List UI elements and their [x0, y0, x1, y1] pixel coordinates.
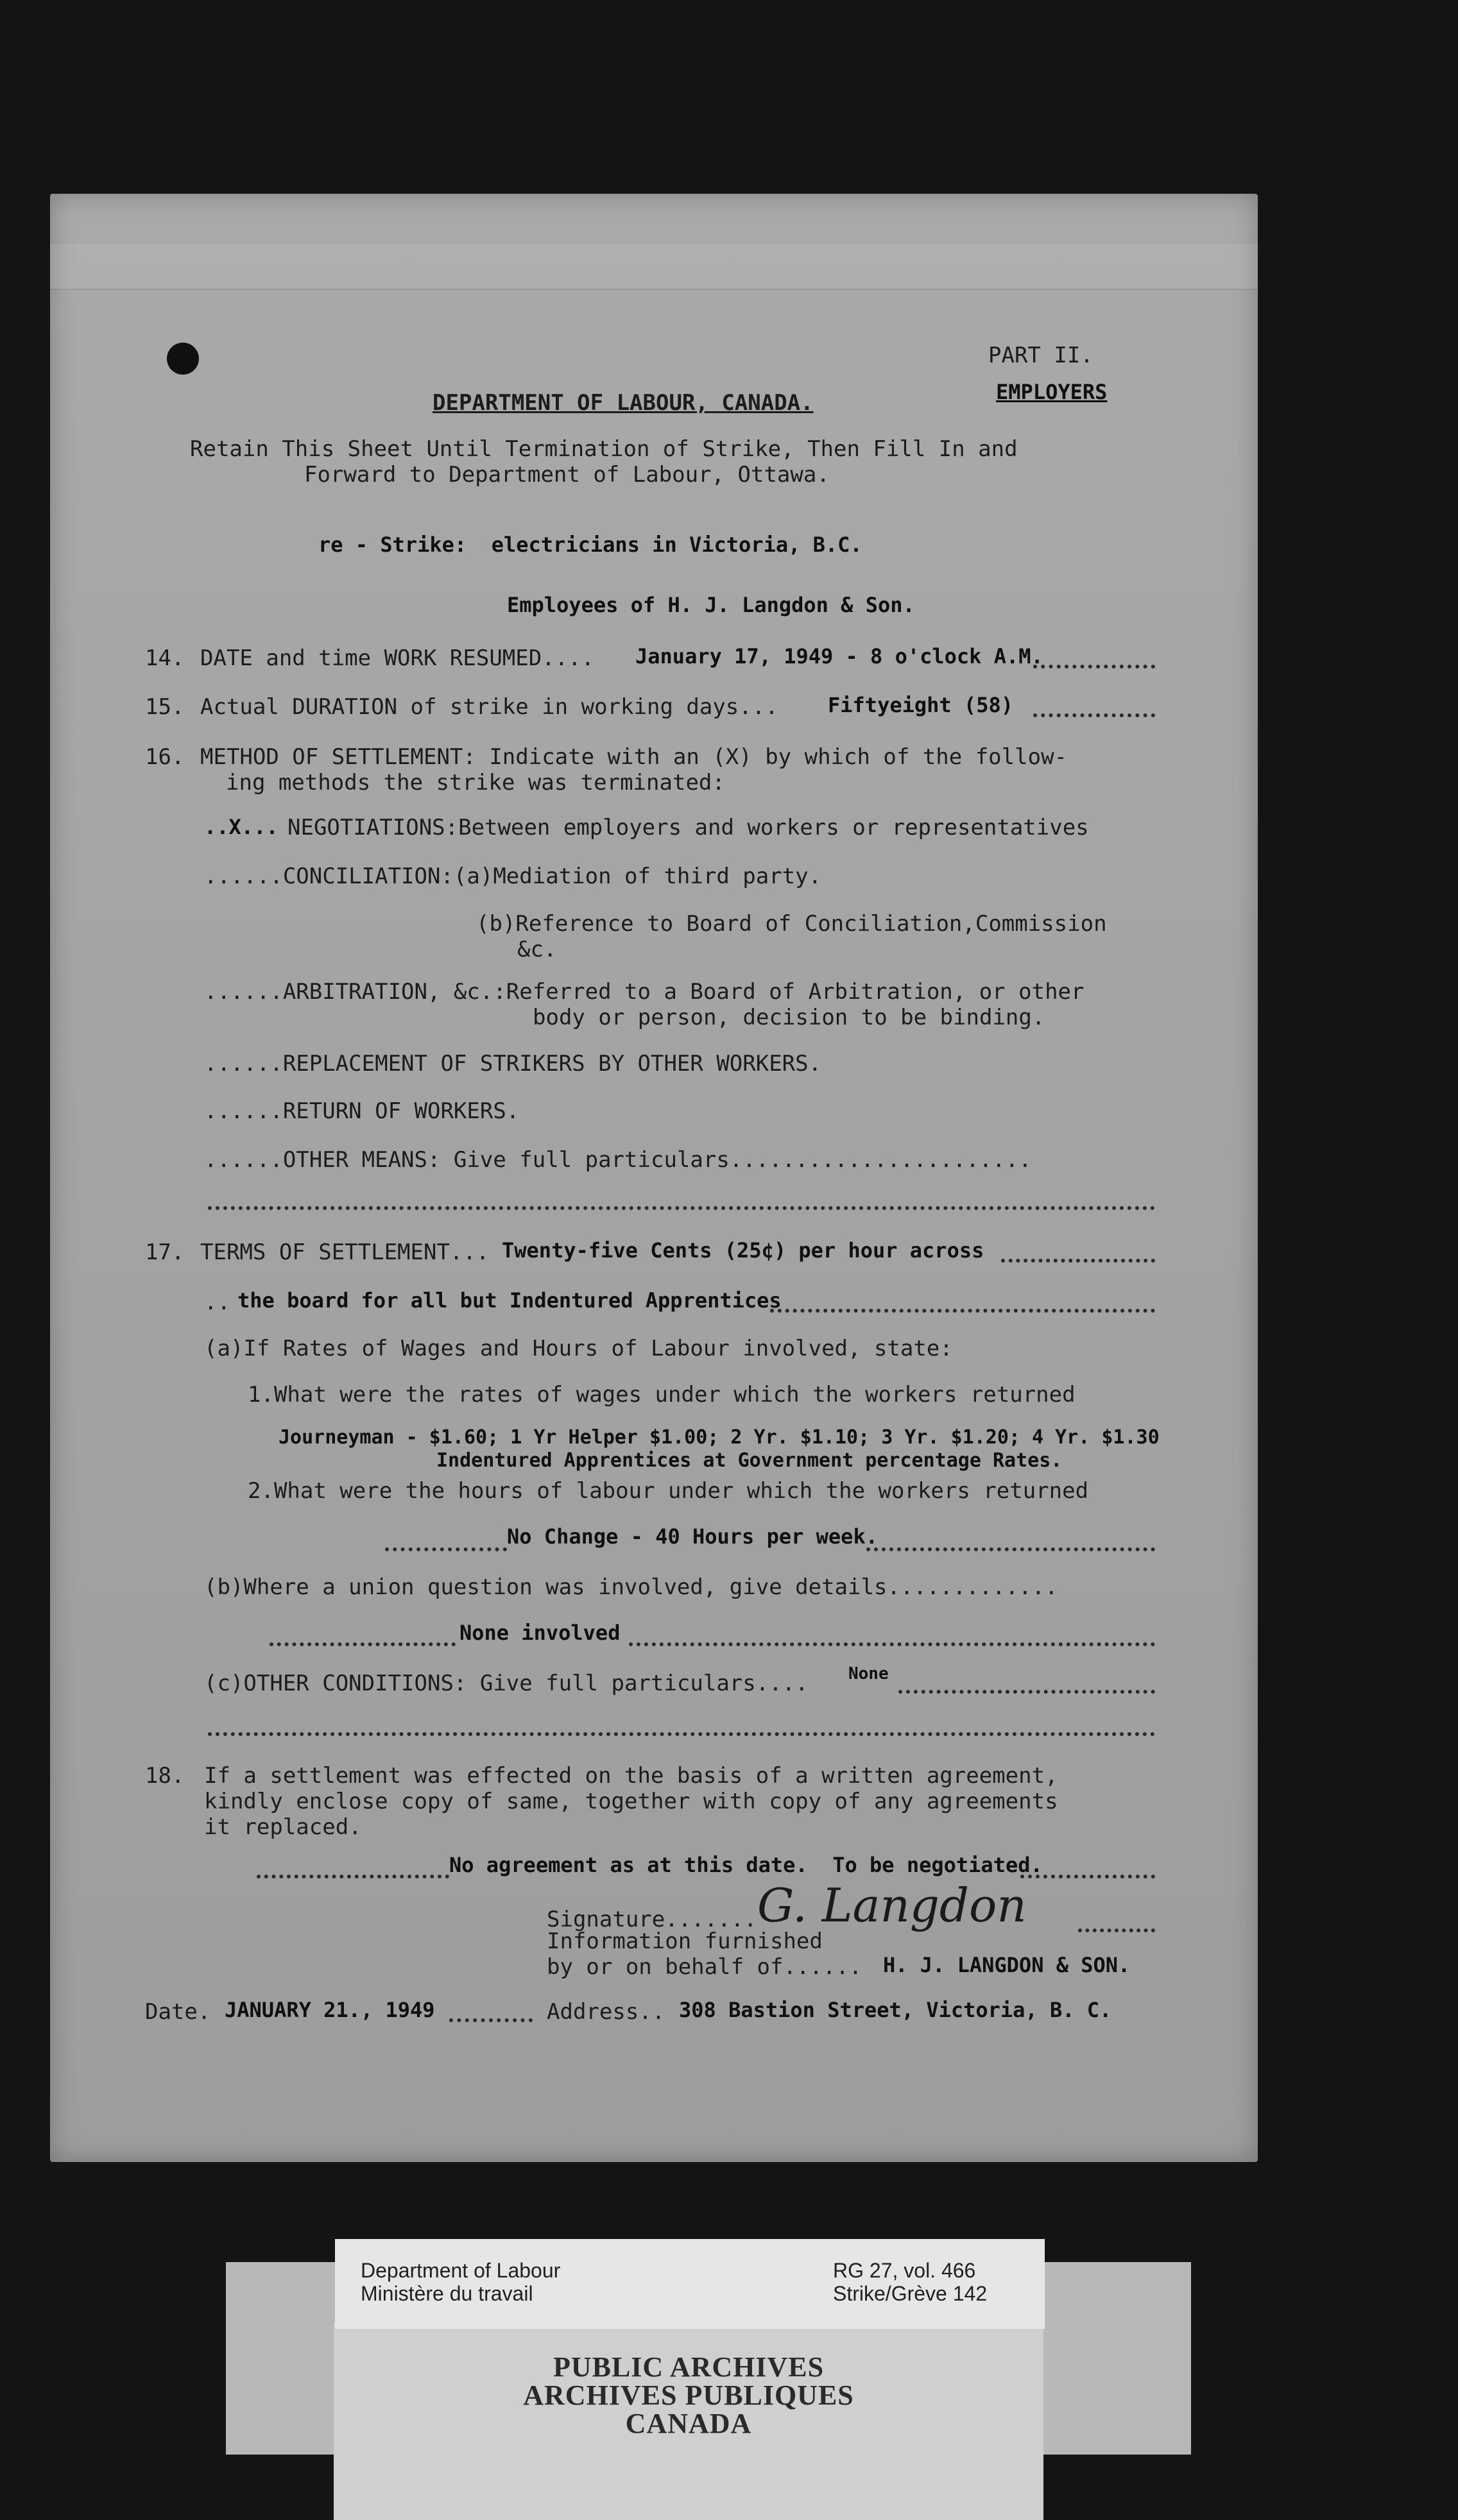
archive-stamp-line-3: CANADA	[625, 2408, 752, 2439]
signature-dots	[1078, 1928, 1155, 1932]
q15-number: 15.	[145, 694, 185, 720]
negotiations-mark: ..X...	[204, 815, 279, 839]
employers-label: EMPLOYERS	[996, 380, 1108, 404]
archive-reference-label	[335, 2239, 1045, 2329]
department-title: DEPARTMENT OF LABOUR, CANADA.	[433, 390, 814, 416]
method-conciliation: ......CONCILIATION:(a)Mediation of third party.	[204, 864, 822, 889]
address-value: 308 Bastion Street, Victoria, B. C.	[679, 1998, 1112, 2022]
dept-en: Department of Labour	[361, 2259, 561, 2282]
method-arbitration-cont: body or person, decision to be binding.	[533, 1005, 1045, 1030]
q17c-line	[208, 1732, 1155, 1736]
q16-line2: ing methods the strike was terminated:	[226, 770, 725, 796]
furnished-value: H. J. LANGDON & SON.	[883, 1953, 1131, 1977]
q14-dots	[1033, 665, 1155, 668]
paper-fold	[50, 244, 1258, 290]
q17b-dots-left	[270, 1642, 456, 1646]
furnished-line-2: by or on behalf of......	[547, 1954, 862, 1980]
q17a1-value-1: Journeyman - $1.60; 1 Yr Helper $1.00; 2 Yr. $1.10; 3 Yr. $1.20; 4 Yr. $1.30	[279, 1426, 1160, 1449]
q17c-dots	[898, 1690, 1155, 1694]
archive-stamp-line-2: ARCHIVES PUBLIQUES	[523, 2380, 854, 2411]
method-conciliation-board: (b)Reference to Board of Conciliation,Commission	[476, 911, 1107, 937]
archive-stamp-line-1: PUBLIC ARCHIVES	[553, 2351, 825, 2383]
q18-value: No agreement as at this date. To be negotiated.	[449, 1853, 1043, 1877]
furnished-line-1: Information furnished	[547, 1928, 823, 1954]
q18-dots-left	[257, 1875, 449, 1878]
signature-label: Signature.......	[547, 1907, 757, 1932]
part-number: PART II.	[988, 343, 1094, 368]
q17a1-value-2: Indentured Apprentices at Government percentage Rates.	[436, 1449, 1063, 1472]
q17-label: TERMS OF SETTLEMENT...	[200, 1239, 490, 1265]
q18-number: 18.	[145, 1763, 185, 1789]
strike-subject: re - Strike: electricians in Victoria, B.C.	[318, 532, 862, 557]
q17-number: 17.	[145, 1239, 185, 1265]
q17a1-question: 1.What were the rates of wages under which the workers returned	[248, 1382, 1076, 1408]
date-value: JANUARY 21., 1949	[225, 1998, 435, 2022]
method-arbitration: ......ARBITRATION, &c.:Referred to a Board of Arbitration, or other	[204, 979, 1085, 1005]
q17-value-1: Twenty-five Cents (25¢) per hour across	[502, 1238, 984, 1263]
dept-fr: Ministère du travail	[361, 2282, 533, 2305]
q18-line1: If a settlement was effected on the basis of a written agreement,	[204, 1763, 1058, 1789]
q17-dots-1	[1001, 1259, 1155, 1263]
q14-number: 14.	[145, 645, 185, 671]
address-label: Address..	[547, 1999, 665, 2025]
q16-line1: METHOD OF SETTLEMENT: Indicate with an (X) by which of the follow-	[200, 744, 1068, 770]
date-dots	[449, 2018, 533, 2022]
handwritten-signature: G. Langdon	[757, 1878, 1027, 1932]
method-replacement: ......REPLACEMENT OF STRIKERS BY OTHER WORKERS.	[204, 1051, 822, 1077]
method-negotiations: NEGOTIATIONS:Between employers and workers or representatives	[287, 815, 1089, 840]
q17c-value: None	[848, 1664, 889, 1683]
q18-line3: it replaced.	[204, 1814, 362, 1840]
q18-dots-right	[1020, 1875, 1155, 1878]
q17a2-value: No Change - 40 Hours per week.	[507, 1524, 878, 1549]
instruction-line-2: Forward to Department of Labour, Ottawa.	[304, 462, 830, 488]
q17a2-dots-right	[866, 1547, 1155, 1551]
q17b-dots-right	[629, 1642, 1155, 1646]
q16-number: 16.	[145, 744, 185, 770]
method-other-means: ......OTHER MEANS: Give full particulars.......................	[204, 1147, 1032, 1173]
ref-volume: RG 27, vol. 466	[833, 2259, 976, 2282]
q14-label: DATE and time WORK RESUMED....	[200, 645, 595, 671]
q17-leader: ..	[204, 1290, 230, 1315]
q17-value-2: the board for all but Indentured Apprentices	[237, 1288, 782, 1313]
q15-value: Fiftyeight (58)	[828, 693, 1013, 717]
q17c-label: (c)OTHER CONDITIONS: Give full particulars....	[204, 1671, 809, 1696]
q17a-label: (a)If Rates of Wages and Hours of Labour involved, state:	[204, 1336, 953, 1361]
q17-dots-2	[770, 1309, 1155, 1313]
q14-value: January 17, 1949 - 8 o'clock A.M.	[635, 644, 1043, 668]
date-label: Date.	[145, 1999, 211, 2025]
q17b-value: None involved	[459, 1621, 621, 1645]
other-means-line	[208, 1206, 1155, 1210]
q17a2-question: 2.What were the hours of labour under which the workers returned	[248, 1478, 1089, 1504]
q17b-label: (b)Where a union question was involved, give details.............	[204, 1574, 1058, 1600]
q18-line2: kindly enclose copy of same, together with copy of any agreements	[204, 1789, 1058, 1814]
q17a2-dots-left	[385, 1547, 507, 1551]
ref-strike: Strike/Grève 142	[833, 2282, 988, 2305]
method-return: ......RETURN OF WORKERS.	[204, 1098, 520, 1124]
q15-label: Actual DURATION of strike in working days...	[200, 694, 778, 720]
punch-hole	[167, 343, 199, 375]
method-conciliation-board-cont: &c.	[517, 937, 557, 962]
instruction-line-1: Retain This Sheet Until Termination of Strike, Then Fill In and	[190, 436, 1018, 462]
employees-of: Employees of H. J. Langdon & Son.	[507, 593, 915, 617]
q15-dots	[1033, 713, 1155, 717]
